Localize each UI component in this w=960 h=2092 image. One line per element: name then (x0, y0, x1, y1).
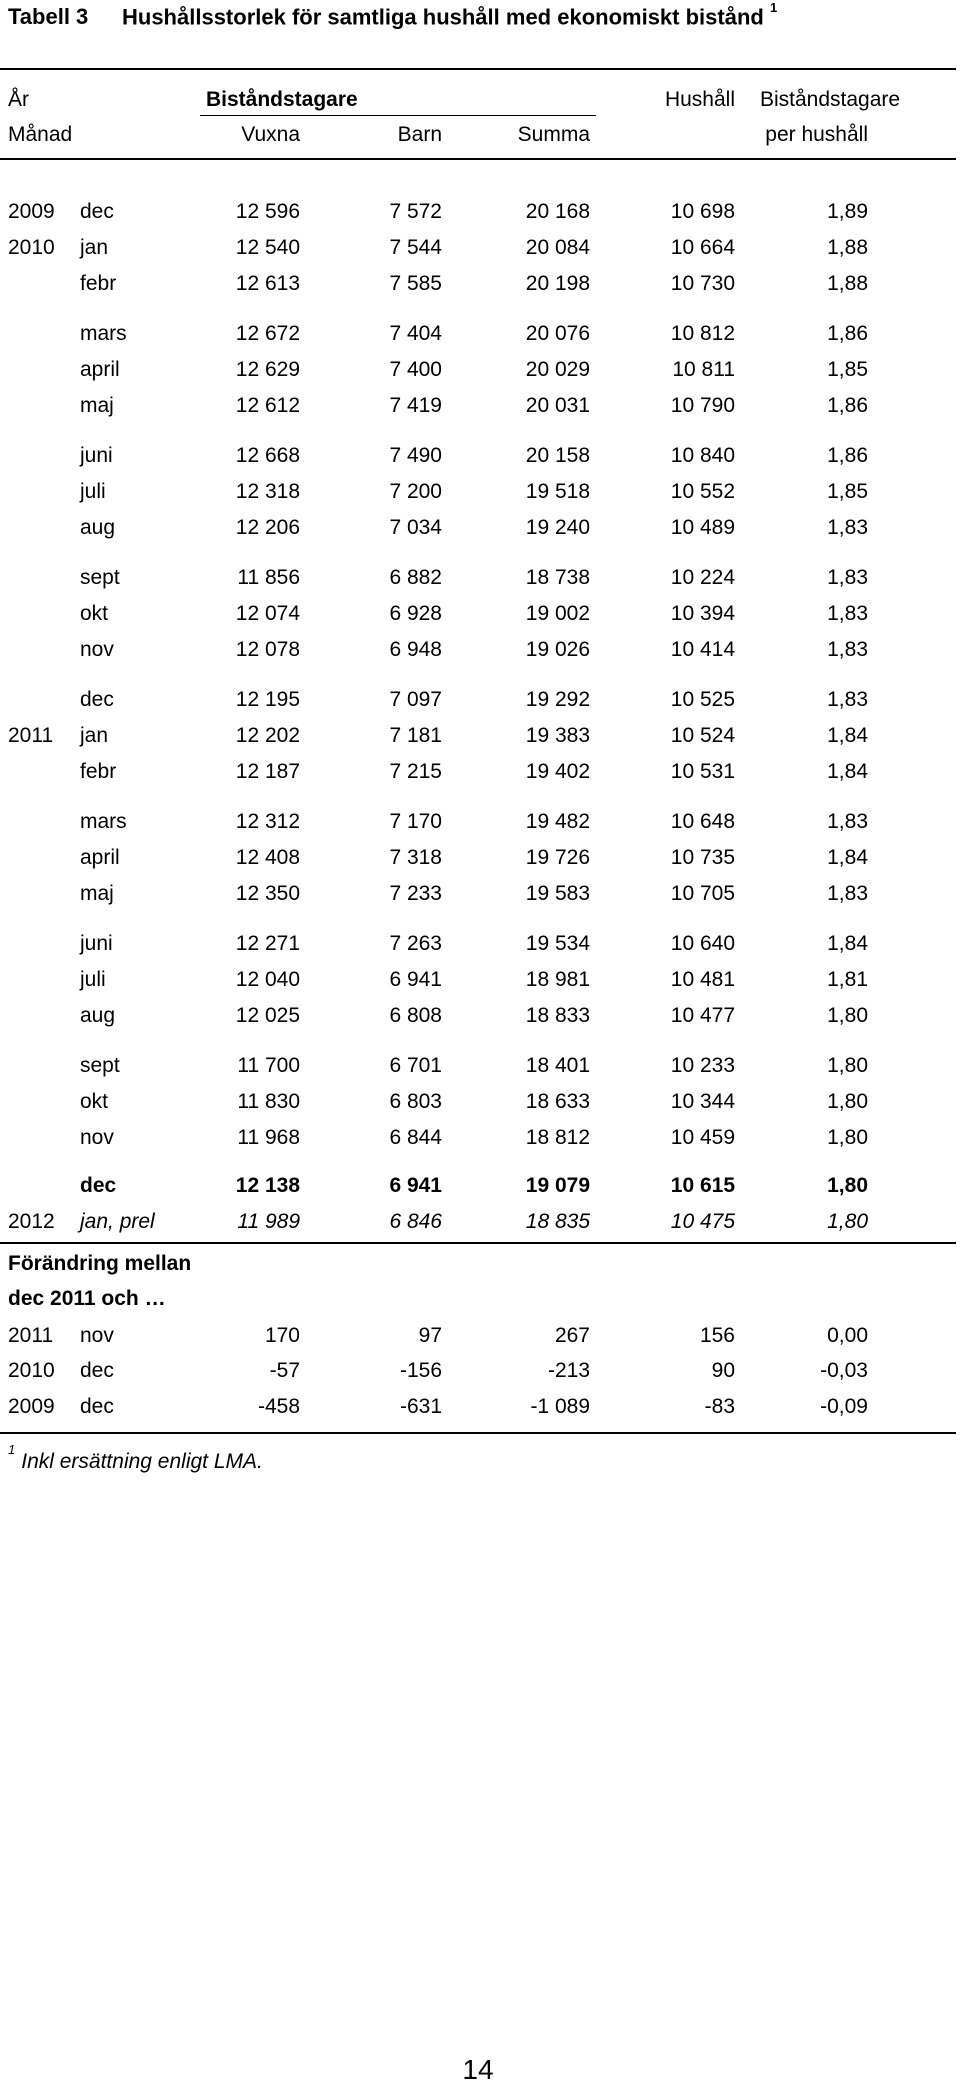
cell-vuxna: 12 318 (235, 480, 300, 503)
cell-month: dec (80, 1174, 117, 1197)
cell-per: 1,80 (827, 1174, 868, 1197)
page-title (8, 0, 778, 30)
cell-month: dec (80, 1359, 114, 1382)
header-manad: Månad (8, 123, 73, 146)
cell-summa: 20 076 (525, 322, 590, 345)
cell-hushall: 10 224 (670, 566, 735, 589)
cell-summa: 19 079 (525, 1174, 590, 1197)
cell-per: -0,09 (820, 1395, 868, 1418)
cell-month: jan (80, 236, 109, 259)
cell-per: 1,86 (827, 444, 868, 467)
header-bist-per-2: per hushåll (765, 123, 868, 146)
cell-vuxna: 11 700 (237, 1054, 300, 1077)
cell-month: maj (80, 394, 114, 417)
cell-vuxna: 12 195 (235, 688, 300, 711)
header-hushall: Hushåll (664, 88, 735, 111)
cell-hushall: 10 477 (670, 1004, 735, 1027)
cell-summa: 18 835 (525, 1210, 590, 1233)
cell-month: aug (80, 1004, 116, 1027)
cell-barn: 7 544 (389, 236, 442, 259)
cell-hushall: 10 489 (670, 516, 735, 539)
cell-barn: 7 097 (389, 688, 442, 711)
cell-year: 2010 (8, 1359, 55, 1382)
cell-barn: 7 263 (389, 932, 442, 955)
cell-per: -0,03 (820, 1359, 868, 1382)
cell-month: jan, prel (80, 1210, 155, 1233)
cell-year: 2010 (8, 236, 55, 259)
cell-per: 1,80 (827, 1054, 868, 1077)
cell-barn: 6 882 (389, 566, 442, 589)
cell-per: 1,80 (827, 1090, 868, 1113)
cell-summa: 19 482 (525, 810, 590, 833)
cell-vuxna: 12 040 (235, 968, 300, 991)
cell-hushall: 10 698 (670, 200, 735, 223)
cell-barn: 7 170 (389, 810, 442, 833)
cell-vuxna: 12 206 (235, 516, 300, 539)
cell-month: okt (80, 602, 109, 625)
cell-month: dec (80, 1395, 114, 1418)
cell-year: 2009 (8, 200, 55, 223)
cell-vuxna: 12 312 (235, 810, 300, 833)
cell-month: nov (80, 1324, 114, 1347)
header-ar: År (8, 88, 29, 111)
cell-barn: 7 200 (389, 480, 442, 503)
cell-barn: -156 (399, 1359, 442, 1382)
cell-summa: 20 084 (525, 236, 590, 259)
cell-per: 1,83 (827, 688, 868, 711)
cell-summa: 18 738 (525, 566, 590, 589)
cell-barn: 7 181 (389, 724, 442, 747)
cell-hushall: 10 344 (670, 1090, 735, 1113)
cell-barn: 6 941 (389, 968, 442, 991)
cell-month: juni (80, 444, 113, 467)
cell-vuxna: 12 629 (235, 358, 300, 381)
cell-barn: 6 701 (389, 1054, 442, 1077)
header-bist-per-1: Biståndstagare (760, 88, 901, 111)
cell-barn: 7 233 (389, 882, 442, 905)
cell-vuxna: 12 613 (235, 272, 300, 295)
cell-year: 2011 (8, 724, 54, 747)
cell-per: 1,84 (827, 760, 868, 783)
cell-per: 1,80 (827, 1004, 868, 1027)
cell-per: 1,83 (827, 638, 868, 661)
cell-hushall: 10 811 (672, 358, 735, 381)
cell-month: juni (80, 932, 113, 955)
cell-hushall: 10 524 (670, 724, 735, 747)
cell-summa: 20 198 (525, 272, 590, 295)
footnote-mark: 1 (8, 1442, 16, 1457)
cell-hushall: 10 233 (670, 1054, 735, 1077)
cell-month: mars (80, 322, 127, 345)
cell-per: 1,81 (827, 968, 868, 991)
cell-month: april (80, 358, 120, 381)
page-number: 14 (462, 2054, 494, 2085)
cell-barn: 7 318 (389, 846, 442, 869)
cell-month: nov (80, 1126, 114, 1149)
cell-hushall: 10 840 (670, 444, 735, 467)
cell-summa: 18 633 (525, 1090, 590, 1113)
cell-per: 0,00 (827, 1324, 868, 1347)
cell-hushall: 90 (711, 1359, 735, 1382)
cell-vuxna: 12 540 (235, 236, 300, 259)
cell-barn: 97 (418, 1324, 442, 1347)
cell-month: febr (80, 272, 117, 295)
top-rule (0, 68, 956, 70)
cell-summa: 20 168 (525, 200, 590, 223)
cell-vuxna: 12 025 (235, 1004, 300, 1027)
cell-barn: 6 846 (389, 1210, 442, 1233)
cell-vuxna: 12 187 (235, 760, 300, 783)
cell-summa: 19 292 (525, 688, 590, 711)
cell-hushall: 10 394 (670, 602, 735, 625)
cell-barn: 7 215 (389, 760, 442, 783)
cell-barn: 6 948 (389, 638, 442, 661)
cell-per: 1,85 (827, 358, 868, 381)
cell-per: 1,80 (827, 1210, 868, 1233)
cell-month: juli (80, 480, 106, 503)
cell-vuxna: 12 612 (235, 394, 300, 417)
cell-vuxna: 170 (264, 1324, 300, 1347)
cell-hushall: 10 648 (670, 810, 735, 833)
cell-hushall: 10 481 (670, 968, 735, 991)
cell-vuxna: 12 074 (235, 602, 300, 625)
cell-summa: 18 812 (525, 1126, 590, 1149)
cell-month: okt (80, 1090, 109, 1113)
cell-hushall: 10 552 (670, 480, 735, 503)
cell-summa: 19 383 (525, 724, 590, 747)
bottom-rule (0, 1432, 956, 1434)
cell-per: 1,84 (827, 932, 868, 955)
cell-hushall: 10 414 (670, 638, 735, 661)
cell-month: dec (80, 200, 114, 223)
footnote (8, 1442, 263, 1474)
cell-summa: 18 981 (525, 968, 590, 991)
header-barn: Barn (397, 123, 442, 146)
cell-vuxna: 12 672 (235, 322, 300, 345)
cell-per: 1,88 (827, 236, 868, 259)
title-footnote-mark: 1 (769, 0, 778, 15)
cell-barn: -631 (399, 1395, 442, 1418)
cell-per: 1,89 (827, 200, 868, 223)
cell-vuxna: 12 271 (235, 932, 300, 955)
cell-month: dec (80, 688, 114, 711)
cell-summa: 19 026 (525, 638, 590, 661)
cell-month: maj (80, 882, 114, 905)
cell-per: 1,80 (827, 1126, 868, 1149)
header-bistandstagare: Biståndstagare (206, 88, 358, 111)
cell-vuxna: 11 856 (237, 566, 300, 589)
cell-barn: 7 419 (389, 394, 442, 417)
cell-per: 1,83 (827, 566, 868, 589)
cell-hushall: 10 735 (670, 846, 735, 869)
cell-hushall: 10 640 (670, 932, 735, 955)
cell-summa: 18 401 (525, 1054, 590, 1077)
cell-hushall: 10 664 (670, 236, 735, 259)
cell-per: 1,83 (827, 602, 868, 625)
cell-hushall: 10 730 (670, 272, 735, 295)
header-rule (0, 158, 956, 160)
cell-barn: 6 844 (389, 1126, 442, 1149)
header-summa: Summa (517, 123, 590, 146)
cell-summa: 267 (554, 1324, 590, 1347)
cell-barn: 7 034 (389, 516, 442, 539)
header-group-rule (200, 115, 596, 116)
cell-per: 1,84 (827, 846, 868, 869)
table-title: Hushållsstorlek för samtliga hushåll med ekonomiskt bistånd (122, 4, 764, 30)
cell-per: 1,86 (827, 394, 868, 417)
cell-hushall: 10 705 (670, 882, 735, 905)
cell-vuxna: -57 (269, 1359, 300, 1382)
cell-barn: 7 400 (389, 358, 442, 381)
cell-summa: 19 726 (525, 846, 590, 869)
cell-month: jan (80, 724, 109, 747)
cell-vuxna: 12 350 (235, 882, 300, 905)
cell-summa: -213 (547, 1359, 590, 1382)
cell-year: 2012 (8, 1210, 55, 1233)
cell-barn: 7 572 (389, 200, 442, 223)
cell-per: 1,84 (827, 724, 868, 747)
cell-month: mars (80, 810, 127, 833)
cell-hushall: 10 475 (670, 1210, 735, 1233)
cell-barn: 7 404 (389, 322, 442, 345)
cell-year: 2009 (8, 1395, 55, 1418)
cell-per: 1,85 (827, 480, 868, 503)
cell-summa: 18 833 (525, 1004, 590, 1027)
cell-summa: 20 158 (525, 444, 590, 467)
cell-month: nov (80, 638, 114, 661)
cell-hushall: 10 615 (670, 1174, 735, 1197)
cell-month: sept (80, 1054, 120, 1077)
cell-month: april (80, 846, 120, 869)
cell-barn: 7 585 (389, 272, 442, 295)
cell-hushall: 156 (699, 1324, 735, 1347)
cell-summa: 19 402 (525, 760, 590, 783)
cell-barn: 6 941 (389, 1174, 442, 1197)
cell-year: 2011 (8, 1324, 54, 1347)
cell-hushall: -83 (704, 1395, 735, 1418)
cell-per: 1,83 (827, 882, 868, 905)
cell-vuxna: 12 078 (235, 638, 300, 661)
cell-per: 1,83 (827, 516, 868, 539)
cell-hushall: 10 531 (670, 760, 735, 783)
change-label-1: Förändring mellan (8, 1252, 192, 1275)
footnote-text: Inkl ersättning enligt LMA. (21, 1450, 263, 1473)
cell-summa: 20 031 (525, 394, 590, 417)
cell-hushall: 10 525 (670, 688, 735, 711)
cell-summa: 19 583 (525, 882, 590, 905)
cell-month: sept (80, 566, 120, 589)
cell-vuxna: 12 138 (235, 1174, 300, 1197)
cell-vuxna: -458 (257, 1395, 300, 1418)
cell-summa: 19 518 (525, 480, 590, 503)
cell-vuxna: 11 968 (237, 1126, 300, 1149)
cell-barn: 6 808 (389, 1004, 442, 1027)
cell-summa: 19 002 (525, 602, 590, 625)
cell-hushall: 10 812 (670, 322, 735, 345)
cell-month: febr (80, 760, 117, 783)
cell-per: 1,83 (827, 810, 868, 833)
cell-summa: 20 029 (525, 358, 590, 381)
cell-summa: 19 534 (525, 932, 590, 955)
cell-vuxna: 12 408 (235, 846, 300, 869)
table-number: Tabell 3 (8, 4, 89, 30)
cell-vuxna: 12 668 (235, 444, 300, 467)
cell-vuxna: 12 202 (235, 724, 300, 747)
cell-barn: 6 928 (389, 602, 442, 625)
cell-barn: 7 490 (389, 444, 442, 467)
cell-hushall: 10 790 (670, 394, 735, 417)
change-label-2: dec 2011 och … (8, 1287, 166, 1310)
cell-hushall: 10 459 (670, 1126, 735, 1149)
cell-barn: 6 803 (389, 1090, 442, 1113)
cell-summa: 19 240 (525, 516, 590, 539)
cell-summa: -1 089 (530, 1395, 590, 1418)
cell-per: 1,88 (827, 272, 868, 295)
cell-month: aug (80, 516, 116, 539)
cell-vuxna: 11 830 (237, 1090, 300, 1113)
cell-vuxna: 12 596 (235, 200, 300, 223)
change-rule (0, 1242, 956, 1244)
cell-vuxna: 11 989 (237, 1210, 300, 1233)
header-vuxna: Vuxna (241, 123, 300, 146)
cell-per: 1,86 (827, 322, 868, 345)
cell-month: juli (80, 968, 106, 991)
